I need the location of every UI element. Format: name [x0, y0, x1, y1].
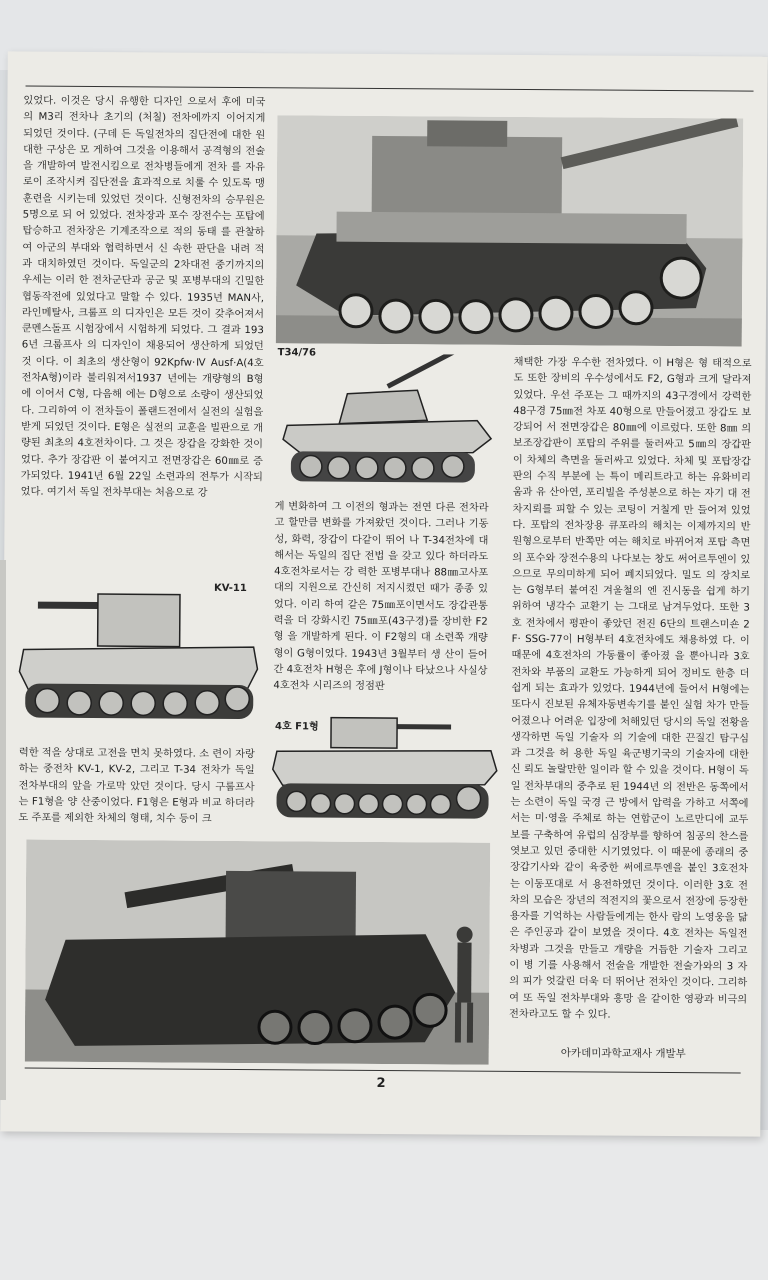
caption-pz4f1: 4호 F1형 — [275, 721, 319, 733]
kv-illustration — [17, 587, 262, 741]
caption-t34: T34/76 — [277, 347, 317, 359]
previous-page-edge — [0, 560, 6, 1100]
text-column-3: 력한 적을 상대로 고전을 면치 못하였다. 소 련이 자랑하는 중전차 KV-1, KV-2, 그리고 T-34 전차가 독일 전차부대의 앞을 가로막 았던 것이다. 당시 구룹프사는 F1형을 양 산중이었다. F1형은 E형과 비교 하더라도 주포를 제외한 차체의 형태, 치수 등이 크 — [18, 747, 255, 825]
publisher-credit: 아카데미과학교재사 개발부 — [560, 1047, 686, 1061]
text-column-1: 있었다. 이것은 당시 유행한 디자인 으로서 후에 미국의 M3리 전차나 초기의 (처칠) 전차에까지 이어지게 되었던 것이다. (구데 든 독일전차의 집단전에 대한 원대한 구상은 모 게하여 그것을 이용해서 공격형의 전술을 개발하여 발전시킴으로 전차병들에게 전차 를 자유로이 조작시켜 집단전을 효과적으로 치룰 수 있도록 맹훈련을 시키는데 있었던 것이다. 신형전차의 승무원은 5명으로 되 어 있었다. 전차장과 포수 장전수는 포탑에 탑승하고 전차장은 기계조작으로 적의 동태 를 관찰하여 아군의 부대와 협력하면서 신 속한 판단을 내려 적과 대치하였던 것이다. 독일군의 2차대전 중기까지의 우세는 이러 한 전차군단과 공군 및 포병부대의 긴밀한 협동작전에 있었다고 말할 수 있다. 1935년 MAN사, 라인메탈사, 크룹프 의 디자인은 모든 것이 갖추어져서 쿤멘스돌프 시험장에서 시험하게 되었다. 그 결과 1936년 크룹프사 의 디자인이 채용되어 생산하게 되었던 것 이다. 이 최초의 생산형이 92Kpfw·Ⅳ Ausf·A(4호전차A형)이라 불리워져서1937 년에는 개량형의 B형에 이어서 C형, 다음해 에는 D형으로 소량이 생산되었다. 그리하여 이 전차들이 폴랜드전에서 실전의 실험을 받게 되었던 것이다. E형은 실전의 교훈을 빌판으로 개량된 최초의 4호전차이다. 그 것은 장갑을 강화한 것이었다. 추가 장갑판 이 붙여지고 전면장갑은 60㎜로 증가되었다. 1941년 6월 22일 소련과의 전투가 시작되 었다. 여기서 독일 전차부대는 처음으로 강 — [20, 95, 266, 499]
panzer-photo-bottom — [25, 840, 491, 1065]
panzer-photo-top — [276, 115, 744, 346]
t34-illustration — [277, 353, 500, 497]
pz4-f1-illustration — [270, 693, 501, 835]
bottom-rule — [25, 1068, 741, 1074]
top-rule — [26, 85, 754, 91]
magazine-page — [0, 51, 768, 1136]
text-column-2: 게 변화하여 그 이전의 형과는 전연 다른 전차라고 할만큼 변화를 가져왔던 것이다. 그러나 기동성, 화력, 장갑이 다같이 뛰어 나 T-34전차에 대해서는 독일의 집단 전법 을 갖고 있다 하더라도 4호전차로서는 강 력한 포병부대나 88㎜고사포대의 지원으로 간신히 저지시켰던 때가 종종 있었다. 이리 하여 같은 75㎜포이면서도 장갑관통력을 더 강화시킨 75㎜포(43구경)를 장비한 F2 형 을 개발하게 된다. 이 F2형의 대 소련쪽 개량형이 G형이었다. 1943년 3월부터 생 산이 들어간 4호전차 H형은 후에 J형이나 타났으나 사실상 4호전차 시리즈의 정점판 — [273, 501, 489, 693]
page-number: 2 — [376, 1075, 386, 1092]
background-table — [0, 1130, 768, 1280]
caption-kv11: KV-11 — [213, 582, 247, 595]
text-column-4: 채택한 가장 우수한 전차였다. 이 H형은 형 태적으로도 또한 장비의 우수성에서도 F2, G형과 크게 달라져 있었다. 우선 주포는 그 때까지의 43구경에서 강력한 48구경 75㎜전 차포 40형으로 만들어졌고 장갑도 보강되어 서 전면장갑은 80㎜에 이르렀다. 또한 8㎜ 의 보조장갑판이 포탑의 주위를 둘러싸고 5㎜의 장갑판이 차체의 측면을 둘러싸고 있었다. 차체 및 포탑장갑판의 수직 부분에 는 특이 메리트라고 하는 유화비리움과 유 산아연, 포리빌을 주성분으로 하는 자기 대 전차지뢰를 피할 수 있는 코팅이 거칠게 만 들어져 있었다. 포탑의 전차장용 큐포라의 해치는 이제까지의 반원형으로부터 반쪽만 여는 해치로 바뀌어져 포탑 측면의 포수와 장전수용의 나다보는 창도 써어르투엔이 있 으므로 무의미하게 되어 폐지되었다. 밀도 의 장치로는 G형부터 붙여진 겨울철의 엔 진시동을 쉽게 하기 위하여 냉각수 교환기 는 그대로 남겨두었다. 또한 3호 전차에서 평판이 좋았던 전진 6단의 트랜스미숀 2F· SSG-77이 H형부터 4호전차에도 채용하였 다. 이 때문에 4호전차의 가동률이 좋아졌 을 뿐아니라 3호전차와 부품의 교환도 가능하게 되어 정비도 한층 더 쉽게 되는 효과가 있었다. 1944년에 들어서 H형에는 또다시 진보된 유체자동변속기를 붙인 실험 차가 만들어졌으나 어려운 입장에 처해있던 당시의 독일 전황을 생각하면 독일 기술자 의 기술에 대한 끈질긴 탐구심과 그것을 허 용한 독일 육군병기국의 기술자에 대한 신 뢰도 놀랄만한 일이라 할 수 있을 것이다. H형이 독일 전차부대의 중추로 된 1944년 의 전반은 동쪽에서는 소련이 독일 국경 근 방에서 압력을 가하고 서쪽에서는 미·영을 주체로 하는 연합군이 노르만디에 교두보를 구축하여 유럽의 심장부를 향하여 침공의 찬스를 엿보고 있던 중대한 시기였었다. 이 때문에 종래의 중장갑기사와 같이 육중한 써에르투엔을 붙인 3호전차는 이동포대로 서 용전하였던 것이다. 이러한 3호 전차의 모습은 장년의 적전지의 꽃으로서 전장에 등장한 용자를 기억하는 사람들에게는 한사 람의 노영웅을 닮은 주인공과 같이 보였을 것이다. 4호 전차는 독일전차병과 그것을 만들고 개량을 거듭한 기술자 그리고 이 병 기를 사용해서 전술을 개발한 전술가와의 3 자의 피가 엇갈린 더욱 더 뛰어난 전차인 것이다. 그리하여 또 독일 전차부대와 흥망 을 같이한 영광과 비극의 전차라고도 할 수 있다. — [509, 356, 752, 1021]
